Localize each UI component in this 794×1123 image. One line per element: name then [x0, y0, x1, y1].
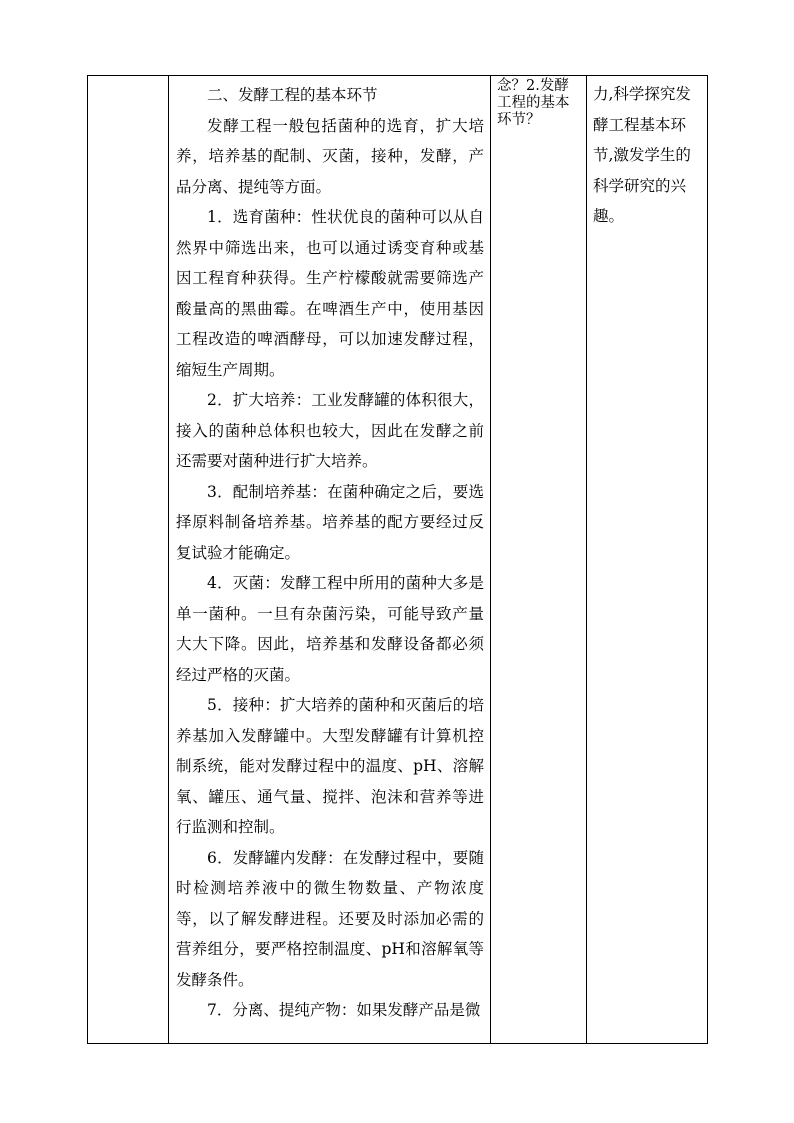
- content-paragraph: 2．扩大培养：工业发酵罐的体积很大，接入的菌种总体积也较大，因此在发酵之前还需要对菌种进行扩大培养。: [176, 391, 484, 470]
- section-label-cell: [88, 76, 169, 1044]
- content-paragraph: 4．灭菌：发酵工程中所用的菌种大多是单一菌种。一旦有杂菌污染，可能导致产量大大下降。因此，培养基和发酵设备都必须经过严格的灭菌。: [176, 574, 484, 684]
- lesson-plan-table: [87, 75, 708, 1044]
- table-row: [88, 76, 708, 1044]
- design-intent-cell: [587, 76, 708, 1044]
- content-paragraph: 7．分离、提纯产物：如果发酵产品是微: [207, 1001, 481, 1019]
- content-paragraph: 发酵工程一般包括菌种的选育，扩大培养，培养基的配制、灭菌，接种，发酵，产品分离、提纯等方面。: [176, 116, 484, 196]
- teaching-content-cell: [169, 76, 491, 1044]
- student-activity-text: 念？2.发酵工程的基本环节？: [497, 78, 570, 128]
- content-paragraph: 6．发酵罐内发酵：在发酵过程中，要随时检测培养液中的微生物数量、产物浓度等，以了解发酵进程。还要及时添加必需的营养组分，要严格控制温度、pH和溶解氧等发酵条件。: [176, 848, 484, 989]
- content-paragraph: 5．接种：扩大培养的菌种和灭菌后的培养基加入发酵罐中。大型发酵罐有计算机控制系统，能对发酵过程中的温度、pH、溶解氧、罐压、通气量、搅拌、泡沫和营养等进行监测和控制。: [176, 696, 484, 836]
- design-intent-text: 力,科学探究发酵工程基本环节,激发学生的科学研究的兴趣。: [593, 85, 691, 225]
- content-paragraph: 1．选育菌种：性状优良的菌种可以从自然界中筛选出来，也可以通过诱变育种或基因工程育种获得。生产柠檬酸就需要筛选产酸量高的黑曲霉。在啤酒生产中，使用基因工程改造的啤酒酵母，可以加速发酵过程，缩短生产周期。: [176, 208, 484, 379]
- section-heading: 二、发酵工程的基本环节: [207, 86, 378, 104]
- student-activity-cell: [491, 76, 587, 1044]
- content-paragraph: 3．配制培养基：在菌种确定之后，要选择原料制备培养基。培养基的配方要经过反复试验才能确定。: [176, 482, 484, 562]
